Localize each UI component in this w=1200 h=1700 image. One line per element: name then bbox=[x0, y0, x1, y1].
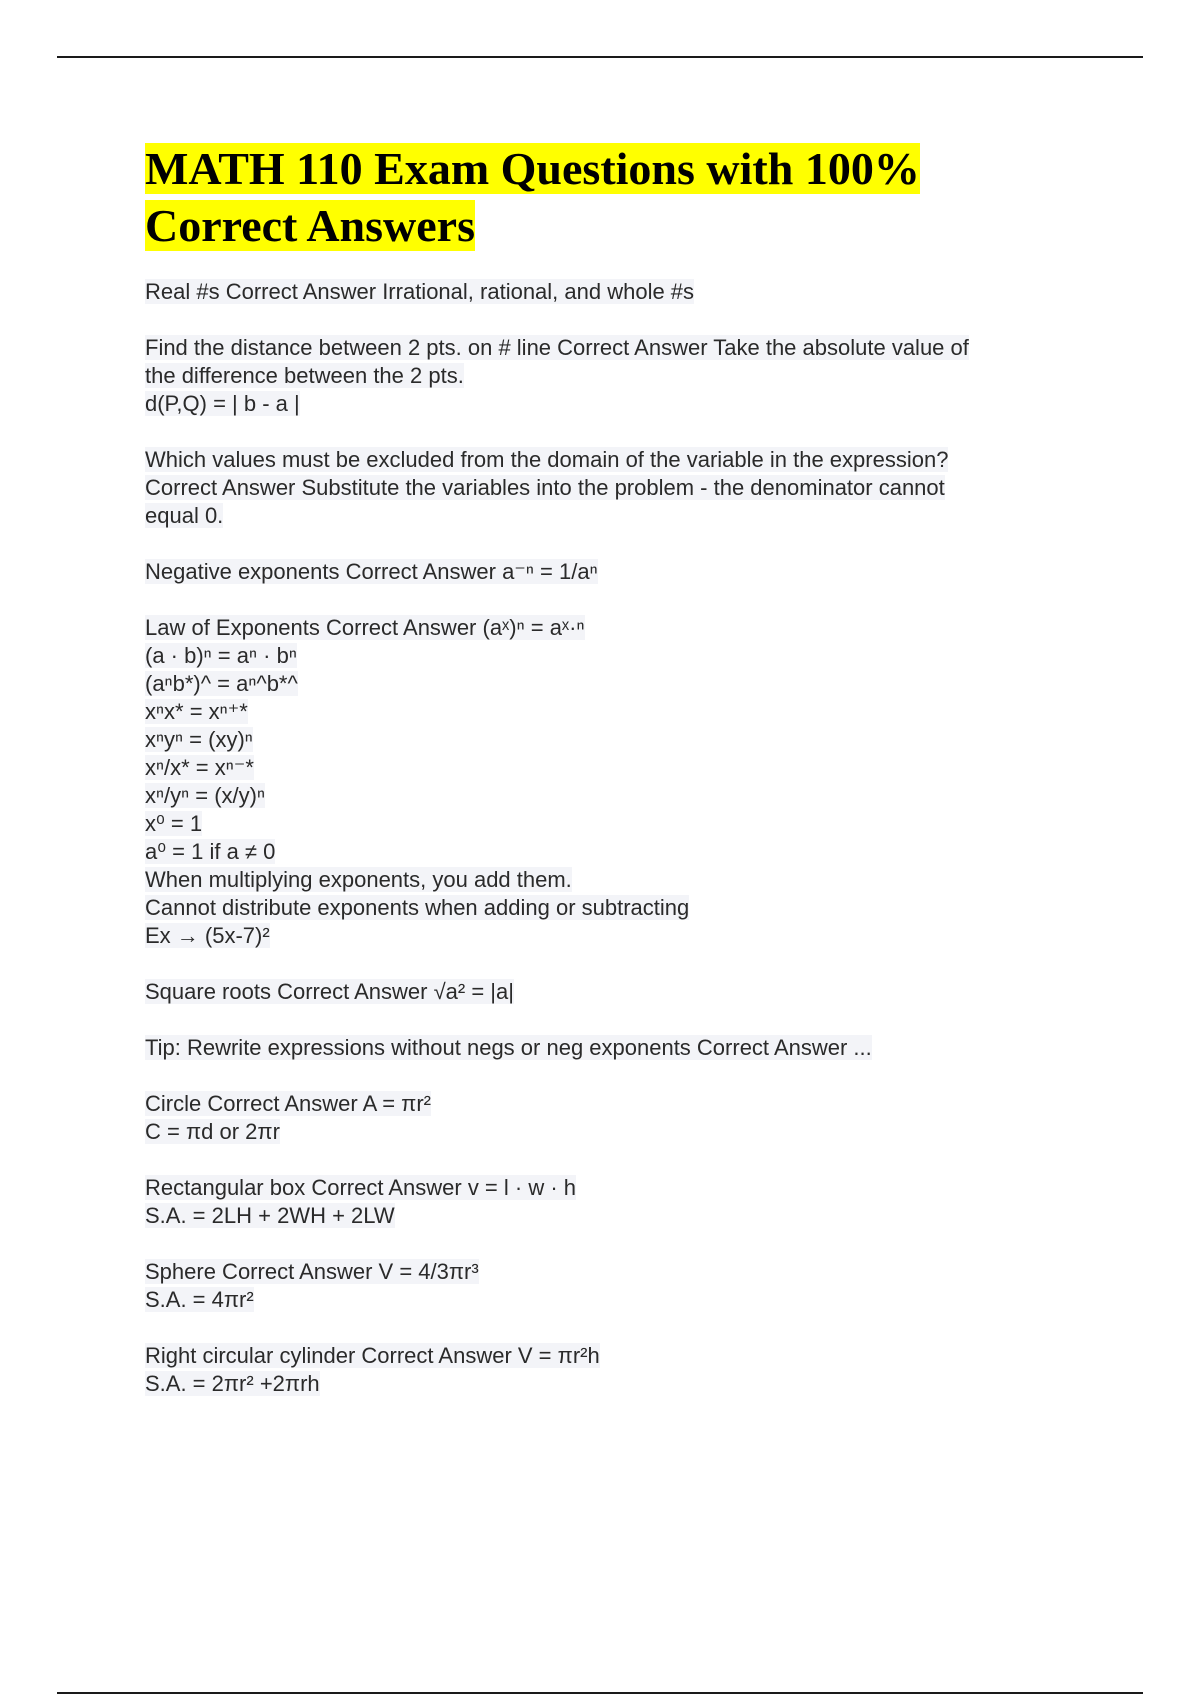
qa-entry bbox=[145, 446, 1065, 530]
qa-line-text: C = πd or 2πr bbox=[145, 1119, 280, 1144]
qa-line-text: equal 0. bbox=[145, 503, 224, 528]
qa-line bbox=[145, 838, 1065, 866]
qa-line-text: the difference between the 2 pts. bbox=[145, 363, 464, 388]
qa-line-text: (aⁿb*)^ = aⁿ^b*^ bbox=[145, 671, 298, 696]
qa-entry bbox=[145, 558, 1065, 586]
qa-line-text: S.A. = 4πr² bbox=[145, 1287, 254, 1312]
qa-line-text: Right circular cylinder Correct Answer V = πr²h bbox=[145, 1343, 600, 1368]
qa-line-text: x⁰ = 1 bbox=[145, 811, 203, 836]
qa-line bbox=[145, 1370, 1065, 1398]
qa-line-text: xⁿx* = xⁿ⁺* bbox=[145, 699, 248, 724]
qa-line-text: Negative exponents Correct Answer a⁻ⁿ = 1/aⁿ bbox=[145, 559, 598, 584]
qa-entry bbox=[145, 334, 1065, 418]
qa-line-text: Ex → (5x-7)² bbox=[145, 923, 270, 948]
qa-entry bbox=[145, 1174, 1065, 1230]
qa-line-text: S.A. = 2LH + 2WH + 2LW bbox=[145, 1203, 395, 1228]
qa-line-text: Tip: Rewrite expressions without negs or neg exponents Correct Answer ... bbox=[145, 1035, 872, 1060]
qa-line bbox=[145, 754, 1065, 782]
qa-entry bbox=[145, 1034, 1065, 1062]
qa-line-text: xⁿyⁿ = (xy)ⁿ bbox=[145, 727, 253, 752]
qa-line bbox=[145, 1258, 1065, 1286]
qa-line bbox=[145, 642, 1065, 670]
qa-entry bbox=[145, 1342, 1065, 1398]
qa-line bbox=[145, 1118, 1065, 1146]
qa-line-text: Circle Correct Answer A = πr² bbox=[145, 1091, 431, 1116]
qa-line bbox=[145, 1202, 1065, 1230]
qa-line-text: Law of Exponents Correct Answer (aˣ)ⁿ = aˣ·ⁿ bbox=[145, 615, 585, 640]
qa-line-text: Sphere Correct Answer V = 4/3πr³ bbox=[145, 1259, 479, 1284]
qa-line bbox=[145, 726, 1065, 754]
qa-line-text: d(P,Q) = | b - a | bbox=[145, 391, 300, 416]
qa-line-text: (a · b)ⁿ = aⁿ · bⁿ bbox=[145, 643, 297, 668]
qa-line bbox=[145, 782, 1065, 810]
qa-entry bbox=[145, 614, 1065, 950]
qa-line-text: Rectangular box Correct Answer v = l · w · h bbox=[145, 1175, 576, 1200]
qa-line bbox=[145, 1286, 1065, 1314]
qa-line bbox=[145, 866, 1065, 894]
qa-line bbox=[145, 390, 1065, 418]
qa-entry bbox=[145, 278, 1065, 306]
qa-line bbox=[145, 502, 1065, 530]
title-line-2: Correct Answers bbox=[145, 200, 475, 251]
page-content bbox=[145, 140, 1065, 1426]
qa-line-text: S.A. = 2πr² +2πrh bbox=[145, 1371, 320, 1396]
qa-line-text: Correct Answer Substitute the variables into the problem - the denominator cannot bbox=[145, 475, 945, 500]
qa-line-text: xⁿ/yⁿ = (x/y)ⁿ bbox=[145, 783, 266, 808]
qa-line-text: Square roots Correct Answer √a² = |a| bbox=[145, 979, 514, 1004]
qa-line bbox=[145, 894, 1065, 922]
qa-line bbox=[145, 670, 1065, 698]
qa-line bbox=[145, 1174, 1065, 1202]
qa-line-text: Cannot distribute exponents when adding or subtracting bbox=[145, 895, 690, 920]
qa-line bbox=[145, 614, 1065, 642]
qa-line bbox=[145, 1034, 1065, 1062]
qa-line-text: a⁰ = 1 if a ≠ 0 bbox=[145, 839, 276, 864]
document-title bbox=[145, 140, 1065, 254]
qa-line bbox=[145, 922, 1065, 950]
bottom-rule bbox=[57, 1692, 1143, 1694]
qa-line bbox=[145, 1090, 1065, 1118]
qa-line-text: Which values must be excluded from the domain of the variable in the expression? bbox=[145, 447, 949, 472]
qa-list bbox=[145, 278, 1065, 1398]
qa-line bbox=[145, 978, 1065, 1006]
qa-line bbox=[145, 810, 1065, 838]
qa-line-text: Real #s Correct Answer Irrational, rational, and whole #s bbox=[145, 279, 695, 304]
qa-line bbox=[145, 334, 1065, 362]
qa-line bbox=[145, 698, 1065, 726]
qa-entry bbox=[145, 1258, 1065, 1314]
qa-line bbox=[145, 446, 1065, 474]
qa-entry bbox=[145, 1090, 1065, 1146]
qa-entry bbox=[145, 978, 1065, 1006]
top-rule bbox=[57, 56, 1143, 58]
title-line-1: MATH 110 Exam Questions with 100% bbox=[145, 143, 920, 194]
qa-line bbox=[145, 558, 1065, 586]
qa-line-text: xⁿ/x* = xⁿ⁻* bbox=[145, 755, 254, 780]
qa-line-text: When multiplying exponents, you add them. bbox=[145, 867, 572, 892]
qa-line-text: Find the distance between 2 pts. on # line Correct Answer Take the absolute value of bbox=[145, 335, 969, 360]
qa-line bbox=[145, 278, 1065, 306]
qa-line bbox=[145, 362, 1065, 390]
qa-line bbox=[145, 1342, 1065, 1370]
qa-line bbox=[145, 474, 1065, 502]
